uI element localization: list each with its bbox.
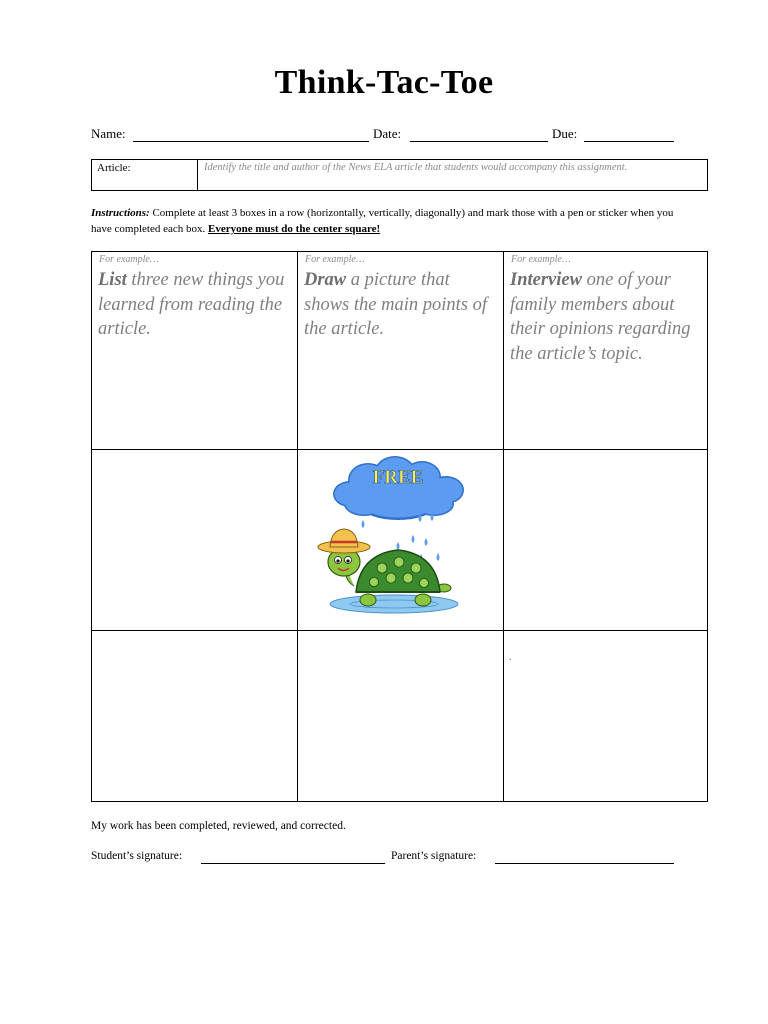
task-verb: List: [98, 270, 127, 290]
article-label: Article:: [92, 160, 198, 190]
stray-mark: .: [509, 652, 512, 663]
date-field[interactable]: [410, 141, 548, 142]
example-label: For example…: [511, 254, 571, 265]
page-title: Think-Tac-Toe: [274, 64, 494, 101]
free-label: FREE: [372, 467, 424, 488]
task-text: one of your family members about their opinions regarding the article’s topic.: [510, 270, 691, 364]
square-task: [304, 268, 499, 342]
instructions-emphasis: Everyone must do the center square!: [207, 223, 381, 235]
article-box: [91, 159, 708, 191]
name-label: Name:: [91, 126, 126, 141]
parent-signature-field[interactable]: [495, 863, 674, 864]
square-empty[interactable]: [92, 450, 297, 630]
free-illustration: [298, 450, 504, 630]
student-signature-field[interactable]: [201, 863, 385, 864]
parent-signature-label: Parent’s signature:: [391, 850, 477, 862]
square-empty[interactable]: [92, 631, 297, 802]
instructions: [91, 205, 691, 237]
task-text: three new things you learned from reading the article.: [98, 270, 285, 339]
student-signature-label: Student’s signature:: [91, 850, 183, 862]
square-empty[interactable]: [504, 450, 708, 630]
example-label: For example…: [305, 254, 365, 265]
due-label: Due:: [552, 126, 578, 141]
due-field[interactable]: [584, 141, 674, 142]
signature-line: [91, 850, 691, 868]
instructions-body: Complete at least 3 boxes in a row (horizontally, vertically, diagonally) and mark those with a pen or sticker when you have completed each box.: [91, 207, 674, 235]
name-field[interactable]: [133, 141, 369, 142]
task-verb: Interview: [510, 270, 582, 290]
instructions-lead: Instructions:: [91, 207, 150, 219]
think-tac-toe-board: [91, 251, 708, 802]
task-text: a picture that shows the main points of the article.: [304, 270, 487, 339]
completion-statement: My work has been completed, reviewed, and corrected.: [91, 820, 346, 832]
task-verb: Draw: [304, 270, 347, 290]
header-fields: [91, 126, 691, 146]
square-list[interactable]: [92, 252, 297, 449]
square-empty[interactable]: [298, 631, 503, 802]
hat-icon: [318, 529, 370, 553]
square-interview[interactable]: [504, 252, 708, 449]
turtle-icon: [318, 529, 458, 613]
article-hint[interactable]: Identify the title and author of the News ELA article that students would accompany this assignment.: [204, 162, 628, 173]
square-task: [510, 268, 704, 366]
example-label: For example…: [99, 254, 159, 265]
free-center-square[interactable]: [298, 450, 504, 630]
square-empty[interactable]: [504, 631, 708, 802]
cloud-icon: [333, 456, 464, 520]
date-label: Date:: [373, 126, 402, 141]
square-task: [98, 268, 293, 342]
square-draw[interactable]: [298, 252, 503, 449]
